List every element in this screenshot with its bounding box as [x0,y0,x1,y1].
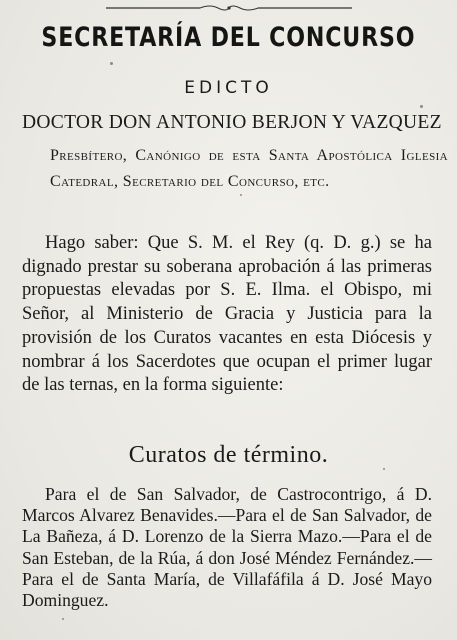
appointments-paragraph: Para el de San Salvador, de Castrocontrigo, á D. Marcos Alvarez Benavides.—Para el de San Salvador, de La Bañeza, á D. Lorenzo de la Sierra Mazo.—Para el de San Esteban, de la Rúa, á don José Méndez Fernández.—Para el de Santa María, de Villafáfila á D. José Mayo Dominguez. [22,484,432,611]
section-heading: Curatos de término. [128,442,329,468]
paper-speck [240,194,242,196]
edict-paragraph: Hago saber: Que S. M. el Rey (q. D. g.) se ha dignado prestar su soberana aprobación á las primeras propuestas elevadas por S. E. Ilma. el Obispo, mi Señor, al Ministerio de Gracia y Justicia para la provisión de los Curatos vacantes en esta Diócesis y nombrar á los Sacerdotes que ocupan el primer lugar de las ternas, en la forma siguiente: [22,233,432,396]
author-name: DOCTOR DON ANTONIO BERJON Y VAZQUEZ [22,112,442,133]
paper-speck [383,468,385,470]
author-titles: Presbítero, Canónigo de esta Santa Apostólica Iglesia Catedral, Secretario del Concurso, etc. [50,147,448,190]
header-ornament-rule [106,5,352,13]
paper-speck [62,618,64,620]
document-subtitle: EDICTO [184,78,273,98]
page-title: SECRETARÍA DEL CONCURSO [41,22,416,53]
paper-speck [420,105,423,108]
paper-speck [110,62,113,65]
